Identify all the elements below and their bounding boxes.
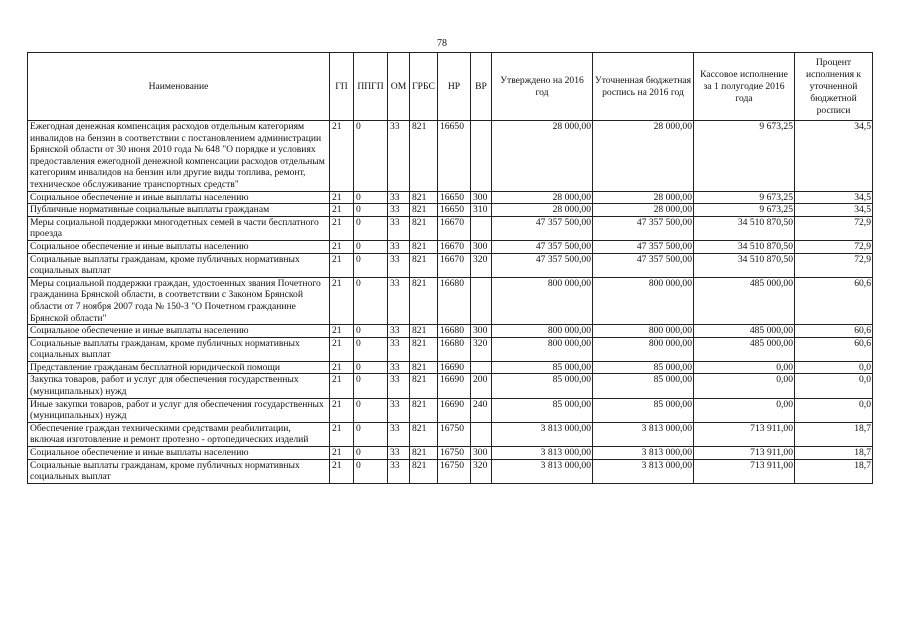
cell-ppgp: 0 xyxy=(354,216,388,240)
cell-np: 16690 xyxy=(438,398,471,422)
cell-grbs: 821 xyxy=(410,459,438,483)
cell-gp: 21 xyxy=(330,216,354,240)
cell-grbs: 821 xyxy=(410,191,438,204)
cell-cash: 0,00 xyxy=(694,398,795,422)
cell-grbs: 821 xyxy=(410,422,438,446)
table-row xyxy=(28,204,873,217)
cell-gp: 21 xyxy=(330,121,354,192)
cell-grbs: 821 xyxy=(410,361,438,374)
cell-ppgp: 0 xyxy=(354,253,388,277)
cell-vr: 320 xyxy=(471,337,492,361)
table-row xyxy=(28,253,873,277)
cell-vr xyxy=(471,422,492,446)
cell-revised: 47 357 500,00 xyxy=(593,253,694,277)
cell-revised: 3 813 000,00 xyxy=(593,447,694,460)
cell-gp: 21 xyxy=(330,253,354,277)
page-number: 78 xyxy=(437,38,447,49)
cell-gp: 21 xyxy=(330,447,354,460)
cell-revised: 85 000,00 xyxy=(593,374,694,398)
cell-approved: 28 000,00 xyxy=(492,191,593,204)
cell-cash: 713 911,00 xyxy=(694,459,795,483)
table-row xyxy=(28,121,873,192)
cell-revised: 47 357 500,00 xyxy=(593,216,694,240)
cell-gp: 21 xyxy=(330,337,354,361)
header-ppgp: ППГП xyxy=(354,53,388,121)
cell-revised: 85 000,00 xyxy=(593,398,694,422)
cell-name: Меры социальной поддержки граждан, удостоенных звания Почетного гражданина Брянской области, в соответствии с Законом Брянской области от 7 ноября 2007 года № 150-З "О Почетном гражданине Брянской области" xyxy=(28,277,330,324)
cell-grbs: 821 xyxy=(410,216,438,240)
cell-np: 16670 xyxy=(438,253,471,277)
cell-ppgp: 0 xyxy=(354,191,388,204)
cell-om: 33 xyxy=(388,216,410,240)
cell-ppgp: 0 xyxy=(354,422,388,446)
cell-approved: 47 357 500,00 xyxy=(492,240,593,253)
cell-percent: 18,7 xyxy=(795,459,873,483)
cell-vr xyxy=(471,361,492,374)
table-row xyxy=(28,240,873,253)
cell-np: 16690 xyxy=(438,361,471,374)
cell-np: 16650 xyxy=(438,191,471,204)
cell-revised: 3 813 000,00 xyxy=(593,422,694,446)
cell-vr: 300 xyxy=(471,325,492,338)
cell-name: Закупка товаров, работ и услуг для обеспечения государственных (муниципальных) нужд xyxy=(28,374,330,398)
cell-grbs: 821 xyxy=(410,374,438,398)
cell-percent: 34,5 xyxy=(795,121,873,192)
cell-vr: 300 xyxy=(471,191,492,204)
cell-np: 16680 xyxy=(438,337,471,361)
cell-om: 33 xyxy=(388,277,410,324)
cell-vr: 320 xyxy=(471,459,492,483)
cell-gp: 21 xyxy=(330,361,354,374)
cell-gp: 21 xyxy=(330,398,354,422)
cell-vr: 300 xyxy=(471,240,492,253)
table-row xyxy=(28,398,873,422)
cell-approved: 85 000,00 xyxy=(492,374,593,398)
cell-vr: 310 xyxy=(471,204,492,217)
cell-cash: 34 510 870,50 xyxy=(694,253,795,277)
cell-grbs: 821 xyxy=(410,325,438,338)
cell-grbs: 821 xyxy=(410,121,438,192)
cell-approved: 85 000,00 xyxy=(492,398,593,422)
table-row xyxy=(28,374,873,398)
cell-percent: 72,9 xyxy=(795,253,873,277)
cell-percent: 72,9 xyxy=(795,216,873,240)
cell-ppgp: 0 xyxy=(354,447,388,460)
cell-np: 16750 xyxy=(438,459,471,483)
cell-revised: 28 000,00 xyxy=(593,121,694,192)
cell-np: 16650 xyxy=(438,204,471,217)
cell-percent: 34,5 xyxy=(795,191,873,204)
cell-revised: 28 000,00 xyxy=(593,191,694,204)
cell-om: 33 xyxy=(388,204,410,217)
cell-grbs: 821 xyxy=(410,447,438,460)
cell-name: Социальное обеспечение и иные выплаты населению xyxy=(28,191,330,204)
cell-name: Иные закупки товаров, работ и услуг для обеспечения государственных (муниципальных) нужд xyxy=(28,398,330,422)
cell-percent: 18,7 xyxy=(795,422,873,446)
cell-percent: 34,5 xyxy=(795,204,873,217)
cell-cash: 485 000,00 xyxy=(694,277,795,324)
cell-cash: 9 673,25 xyxy=(694,121,795,192)
cell-vr: 300 xyxy=(471,447,492,460)
cell-gp: 21 xyxy=(330,277,354,324)
cell-name: Ежегодная денежная компенсация расходов отдельным категориям инвалидов на бензин в соответствии с постановлением администрации Брянской области от 30 июня 2010 года № 648 "О порядке и условиях предоставления ежегодной денежной компенсации расходов отдельным категориям инвалидов на бензин или другие виды топлива, ремонт, техническое обслуживание транспортных средств" xyxy=(28,121,330,192)
cell-np: 16680 xyxy=(438,277,471,324)
cell-gp: 21 xyxy=(330,191,354,204)
cell-om: 33 xyxy=(388,361,410,374)
cell-approved: 85 000,00 xyxy=(492,361,593,374)
cell-om: 33 xyxy=(388,253,410,277)
cell-ppgp: 0 xyxy=(354,337,388,361)
cell-approved: 3 813 000,00 xyxy=(492,447,593,460)
cell-name: Социальное обеспечение и иные выплаты населению xyxy=(28,447,330,460)
cell-name: Социальные выплаты гражданам, кроме публичных нормативных социальных выплат xyxy=(28,459,330,483)
cell-ppgp: 0 xyxy=(354,325,388,338)
cell-ppgp: 0 xyxy=(354,459,388,483)
header-om: ОМ xyxy=(388,53,410,121)
table-row xyxy=(28,277,873,324)
cell-vr xyxy=(471,277,492,324)
cell-grbs: 821 xyxy=(410,204,438,217)
cell-vr: 200 xyxy=(471,374,492,398)
cell-percent: 0,0 xyxy=(795,398,873,422)
cell-grbs: 821 xyxy=(410,277,438,324)
cell-om: 33 xyxy=(388,240,410,253)
table-row xyxy=(28,191,873,204)
cell-name: Социальные выплаты гражданам, кроме публичных нормативных социальных выплат xyxy=(28,337,330,361)
cell-np: 16670 xyxy=(438,216,471,240)
cell-om: 33 xyxy=(388,447,410,460)
cell-cash: 34 510 870,50 xyxy=(694,240,795,253)
cell-cash: 0,00 xyxy=(694,374,795,398)
cell-ppgp: 0 xyxy=(354,121,388,192)
cell-om: 33 xyxy=(388,398,410,422)
cell-revised: 800 000,00 xyxy=(593,337,694,361)
cell-percent: 60,6 xyxy=(795,277,873,324)
table-row xyxy=(28,361,873,374)
table-row xyxy=(28,216,873,240)
header-cash: Кассовое исполнение за 1 полугодие 2016 года xyxy=(694,53,795,121)
cell-cash: 713 911,00 xyxy=(694,422,795,446)
table-row xyxy=(28,447,873,460)
cell-approved: 800 000,00 xyxy=(492,337,593,361)
cell-percent: 0,0 xyxy=(795,361,873,374)
cell-name: Обеспечение граждан техническими средствами реабилитации, включая изготовление и ремонт протезно - ортопедических изделий xyxy=(28,422,330,446)
cell-np: 16650 xyxy=(438,121,471,192)
cell-om: 33 xyxy=(388,191,410,204)
cell-approved: 47 357 500,00 xyxy=(492,216,593,240)
cell-grbs: 821 xyxy=(410,337,438,361)
header-grbs: ГРБС xyxy=(410,53,438,121)
cell-cash: 9 673,25 xyxy=(694,204,795,217)
cell-cash: 713 911,00 xyxy=(694,447,795,460)
table-row xyxy=(28,422,873,446)
cell-ppgp: 0 xyxy=(354,277,388,324)
cell-approved: 800 000,00 xyxy=(492,277,593,324)
header-vr: ВР xyxy=(471,53,492,121)
cell-revised: 800 000,00 xyxy=(593,325,694,338)
cell-approved: 28 000,00 xyxy=(492,204,593,217)
cell-om: 33 xyxy=(388,459,410,483)
cell-approved: 3 813 000,00 xyxy=(492,459,593,483)
cell-gp: 21 xyxy=(330,325,354,338)
cell-ppgp: 0 xyxy=(354,204,388,217)
cell-percent: 0,0 xyxy=(795,374,873,398)
cell-gp: 21 xyxy=(330,459,354,483)
cell-gp: 21 xyxy=(330,204,354,217)
cell-vr xyxy=(471,121,492,192)
cell-approved: 3 813 000,00 xyxy=(492,422,593,446)
budget-execution-table xyxy=(27,52,873,484)
header-name: Наименование xyxy=(28,53,330,121)
cell-gp: 21 xyxy=(330,240,354,253)
cell-ppgp: 0 xyxy=(354,240,388,253)
cell-cash: 485 000,00 xyxy=(694,325,795,338)
cell-name: Социальное обеспечение и иные выплаты населению xyxy=(28,325,330,338)
table-row xyxy=(28,337,873,361)
header-revised: Уточненная бюджетная роспись на 2016 год xyxy=(593,53,694,121)
cell-name: Социальное обеспечение и иные выплаты населению xyxy=(28,240,330,253)
cell-vr: 240 xyxy=(471,398,492,422)
cell-grbs: 821 xyxy=(410,398,438,422)
cell-percent: 60,6 xyxy=(795,337,873,361)
cell-om: 33 xyxy=(388,422,410,446)
cell-percent: 60,6 xyxy=(795,325,873,338)
cell-percent: 72,9 xyxy=(795,240,873,253)
cell-name: Представление гражданам бесплатной юридической помощи xyxy=(28,361,330,374)
cell-cash: 9 673,25 xyxy=(694,191,795,204)
cell-gp: 21 xyxy=(330,374,354,398)
cell-revised: 3 813 000,00 xyxy=(593,459,694,483)
cell-grbs: 821 xyxy=(410,253,438,277)
header-row xyxy=(28,53,873,121)
cell-percent: 18,7 xyxy=(795,447,873,460)
cell-np: 16750 xyxy=(438,422,471,446)
cell-name: Меры социальной поддержки многодетных семей в части бесплатного проезда xyxy=(28,216,330,240)
cell-np: 16690 xyxy=(438,374,471,398)
cell-om: 33 xyxy=(388,337,410,361)
cell-approved: 28 000,00 xyxy=(492,121,593,192)
cell-cash: 0,00 xyxy=(694,361,795,374)
cell-name: Социальные выплаты гражданам, кроме публичных нормативных социальных выплат xyxy=(28,253,330,277)
cell-revised: 800 000,00 xyxy=(593,277,694,324)
cell-vr: 320 xyxy=(471,253,492,277)
cell-ppgp: 0 xyxy=(354,361,388,374)
cell-cash: 485 000,00 xyxy=(694,337,795,361)
cell-vr xyxy=(471,216,492,240)
header-np: НР xyxy=(438,53,471,121)
cell-om: 33 xyxy=(388,325,410,338)
cell-ppgp: 0 xyxy=(354,398,388,422)
header-percent: Процент исполнения к уточненной бюджетной росписи xyxy=(795,53,873,121)
cell-revised: 85 000,00 xyxy=(593,361,694,374)
cell-om: 33 xyxy=(388,374,410,398)
table-row xyxy=(28,325,873,338)
cell-revised: 28 000,00 xyxy=(593,204,694,217)
cell-approved: 800 000,00 xyxy=(492,325,593,338)
header-approved: Утверждено на 2016 год xyxy=(492,53,593,121)
cell-name: Публичные нормативные социальные выплаты гражданам xyxy=(28,204,330,217)
table-body xyxy=(28,121,873,484)
cell-ppgp: 0 xyxy=(354,374,388,398)
cell-om: 33 xyxy=(388,121,410,192)
cell-gp: 21 xyxy=(330,422,354,446)
cell-grbs: 821 xyxy=(410,240,438,253)
header-gp: ГП xyxy=(330,53,354,121)
cell-revised: 47 357 500,00 xyxy=(593,240,694,253)
cell-np: 16670 xyxy=(438,240,471,253)
cell-cash: 34 510 870,50 xyxy=(694,216,795,240)
table-row xyxy=(28,459,873,483)
cell-approved: 47 357 500,00 xyxy=(492,253,593,277)
cell-np: 16750 xyxy=(438,447,471,460)
cell-np: 16680 xyxy=(438,325,471,338)
